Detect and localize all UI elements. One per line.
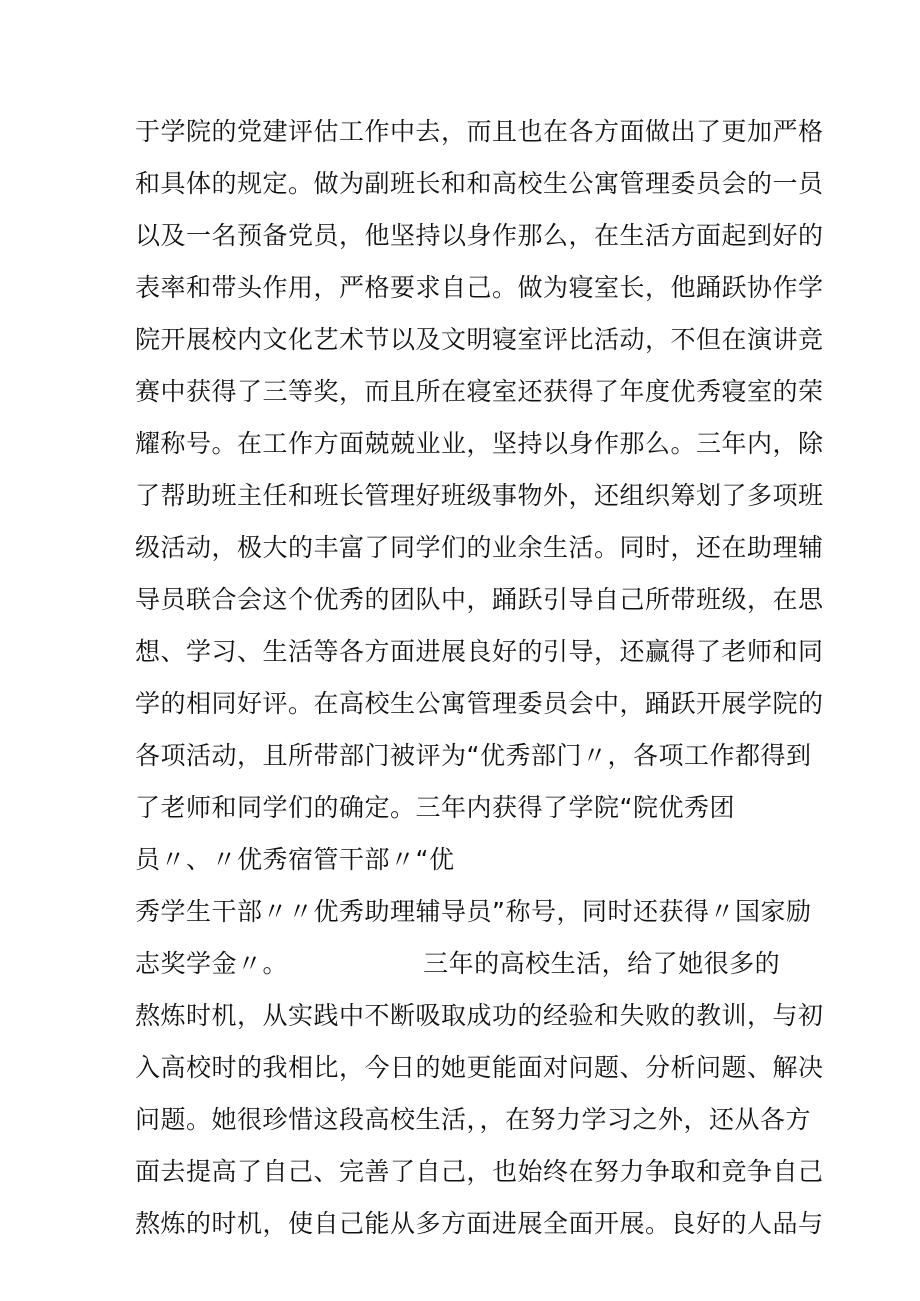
text-line: 面去提高了自己、完善了自己，也始终在努力争取和竞争自己 xyxy=(135,1157,824,1186)
text-line: 耀称号。在工作方面兢兢业业，坚持以身作那么。三年内，除 xyxy=(135,429,824,458)
text-line: 入高校时的我相比，今日的她更能面对问题、分析问题、解决 xyxy=(135,1053,824,1082)
text-line: 赛中获得了三等奖，而且所在寝室还获得了年度优秀寝室的荣 xyxy=(135,377,824,406)
text-line: 问题。她很珍惜这段高校生活，，在努力学习之外，还从各方 xyxy=(135,1105,812,1134)
text-line: 想、学习、生活等各方面进展良好的引导，还赢得了老师和同 xyxy=(135,637,824,666)
text-line: 院开展校内文化艺术节以及文明寝室评比活动，不但在演讲竞 xyxy=(135,325,824,354)
text-line: 秀学生干部〃〃优秀助理辅导员”称号，同时还获得〃国家励 xyxy=(135,897,812,926)
text-line: 导员联合会这个优秀的团队中，踊跃引导自己所带班级，在思 xyxy=(135,585,824,614)
text-line: 于学院的党建评估工作中去，而且也在各方面做出了更加严格 xyxy=(135,117,824,146)
text-line: 学的相同好评。在高校生公寓管理委员会中，踊跃开展学院的 xyxy=(135,689,824,718)
text-line: 员〃、〃优秀宿管干部〃“优 xyxy=(135,845,455,874)
text-line: 了帮助班主任和班长管理好班级事物外，还组织筹划了多项班 xyxy=(135,481,824,510)
text-line: 以及一名预备党员，他坚持以身作那么，在生活方面起到好的 xyxy=(135,221,824,250)
text-line: 志奖学金〃。 三年的高校生活，给了她很多的 xyxy=(135,949,781,978)
text-line: 各项活动，且所带部门被评为“优秀部门〃，各项工作都得到 xyxy=(135,741,812,770)
text-line: 熬炼的时机，使自己能从多方面进展全面开展。良好的人品与 xyxy=(135,1209,824,1238)
text-line: 级活动，极大的丰富了同学们的业余生活。同时，还在助理辅 xyxy=(135,533,824,562)
text-line: 了老师和同学们的确定。三年内获得了学院“院优秀团 xyxy=(135,793,735,822)
text-line: 表率和带头作用，严格要求自己。做为寝室长，他踊跃协作学 xyxy=(135,273,824,302)
text-line: 熬炼时机，从实践中不断吸取成功的经验和失败的教训，与初 xyxy=(135,1001,824,1030)
text-line: 和具体的规定。做为副班长和和高校生公寓管理委员会的一员 xyxy=(135,169,824,198)
